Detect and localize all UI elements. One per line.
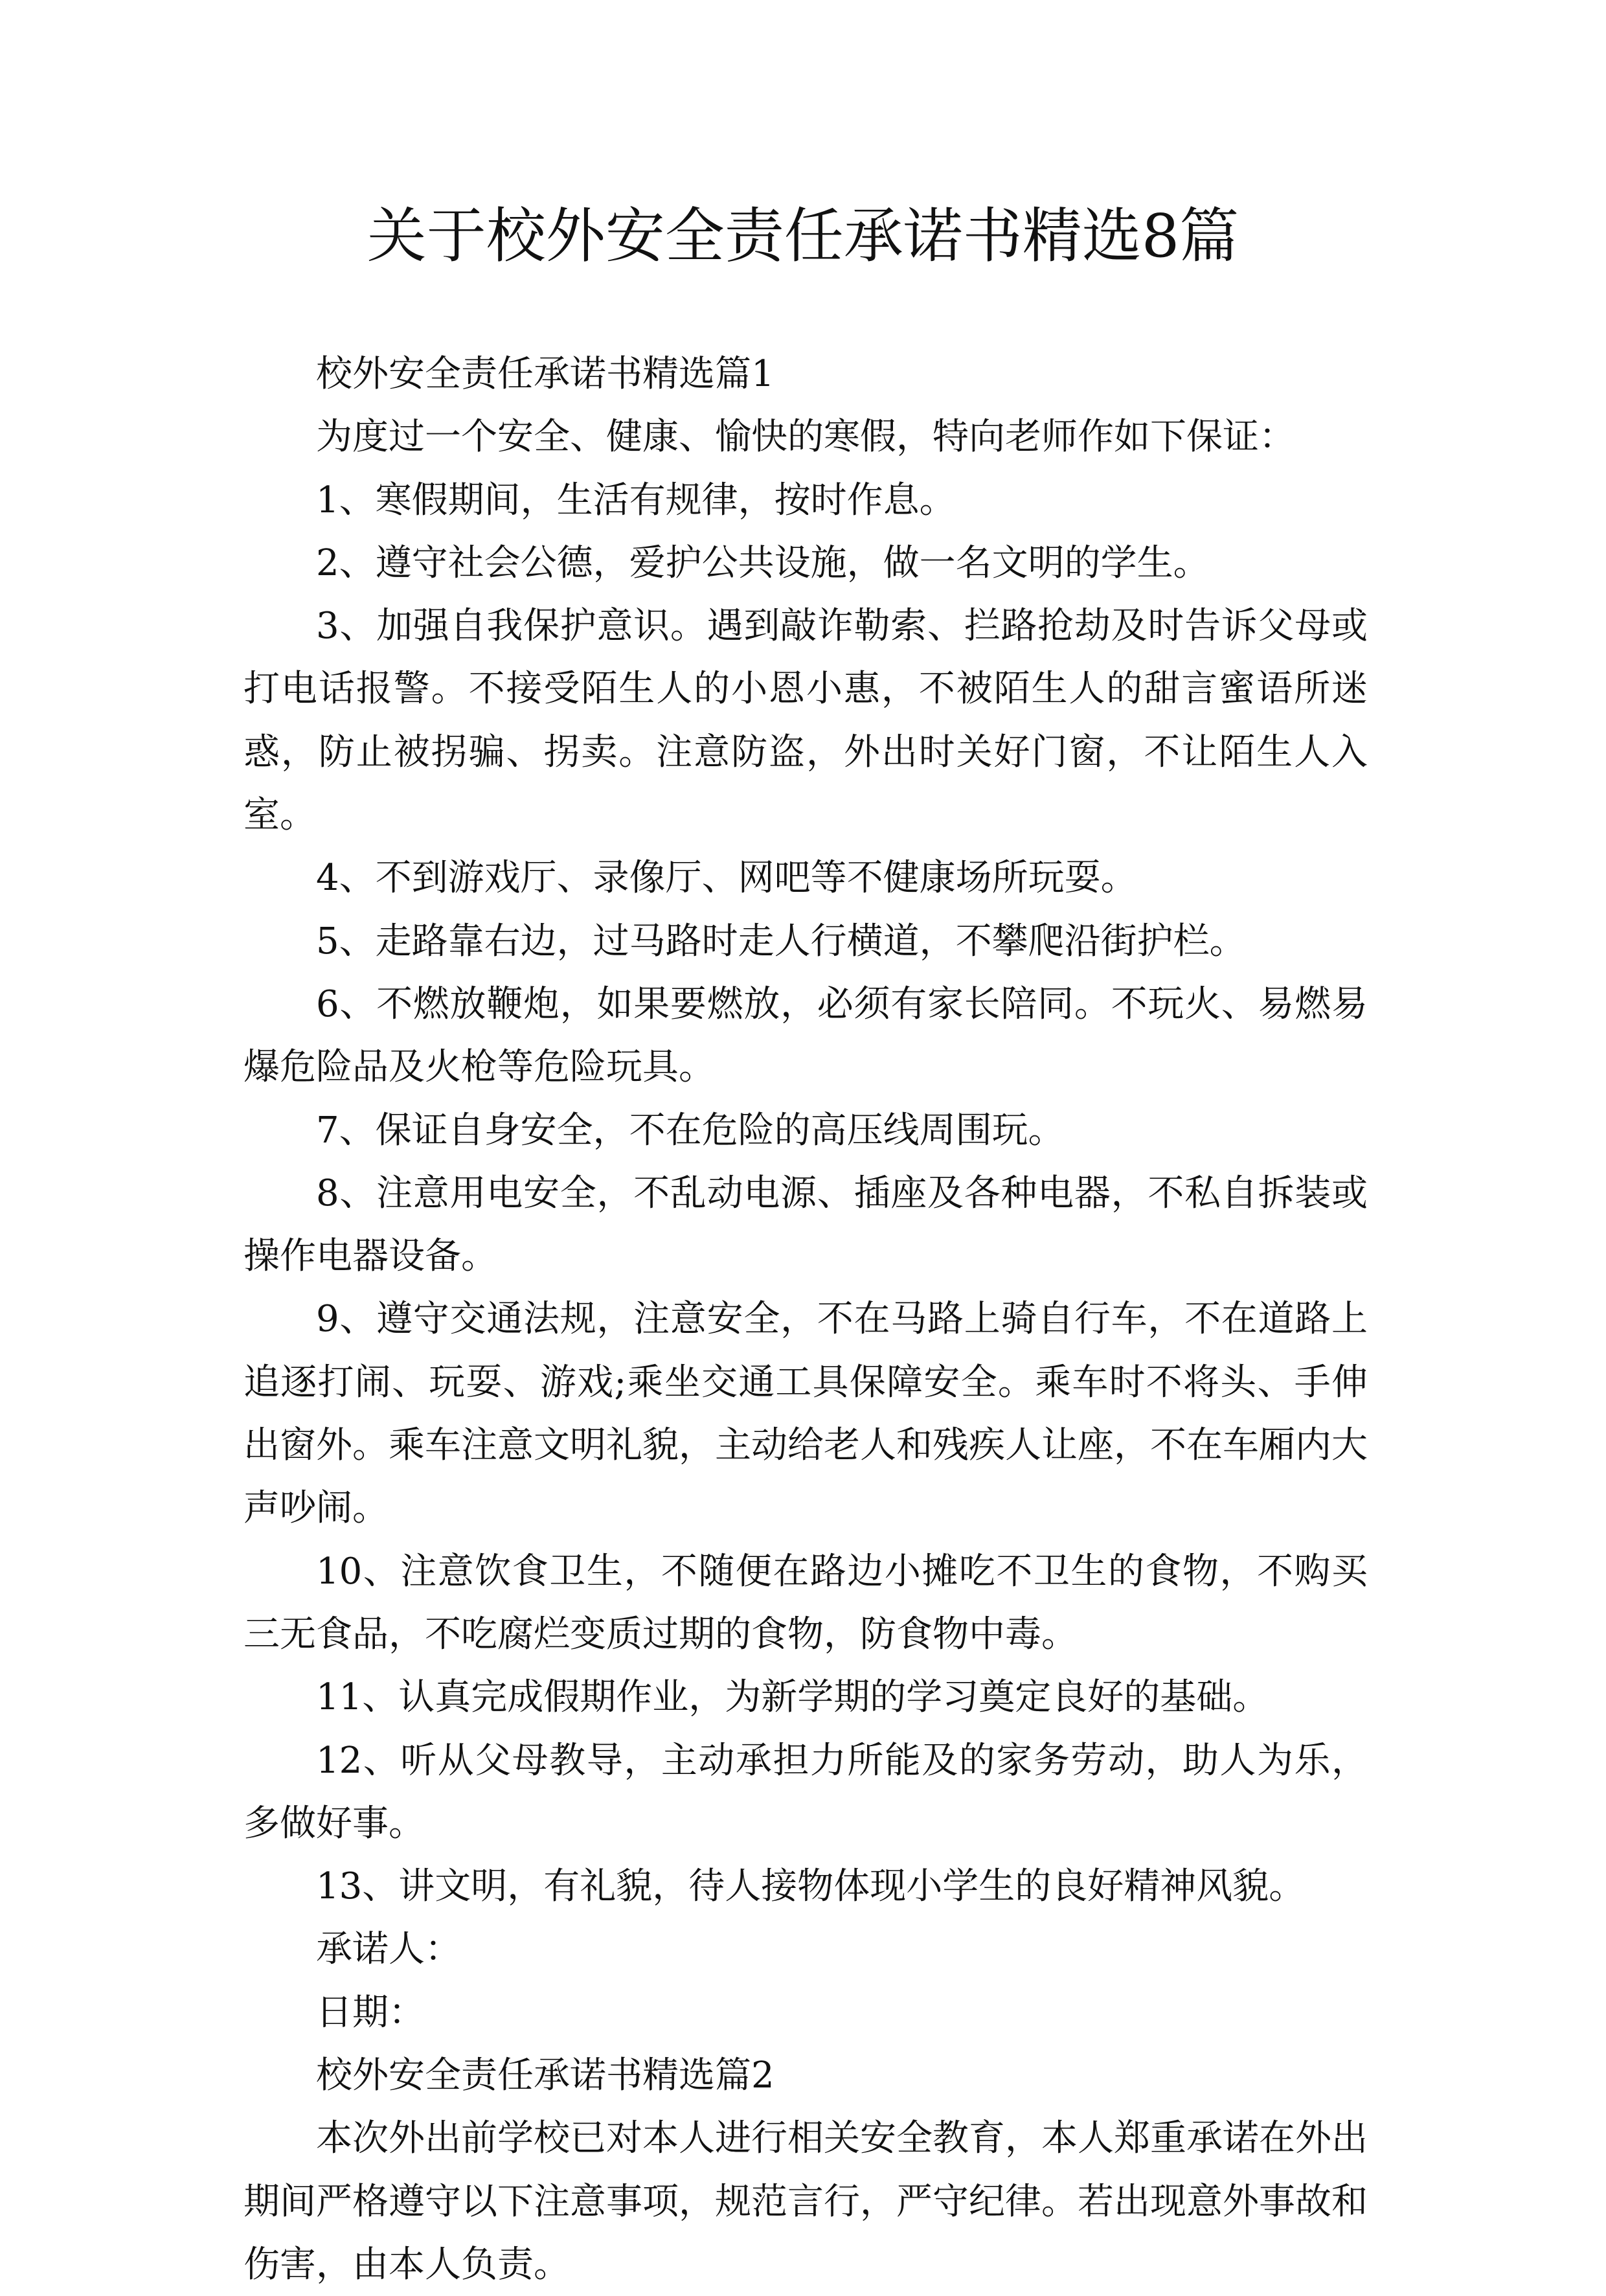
paragraph: 7、保证自身安全，不在危险的高压线周围玩。 [316,1109,1065,1152]
paragraph: 为度过一个安全、健康、愉快的寒假，特向老师作如下保证： [316,416,1295,459]
date-label: 日期： [316,1991,425,2034]
document-body [243,343,1368,2296]
paragraph: 11、认真完成假期作业，为新学期的学习奠定良好的基础。 [316,1676,1269,1719]
section-heading: 校外安全责任承诺书精选篇2 [316,2054,775,2097]
paragraph: 本次外出前学校已对本人进行相关安全教育，本人郑重承诺在外出期间严格遵守以下注意事项，规范言行，严守纪律。若出现意外事故和伤害，由本人负责。 [243,2117,1368,2286]
paragraph: 5、走路靠右边，过马路时走人行横道，不攀爬沿街护栏。 [316,920,1246,962]
paragraph: 8、注意用电安全，不乱动电源、插座及各种电器，不私自拆装或操作电器设备。 [243,1172,1368,1278]
paragraph: 1、寒假期间，生活有规律，按时作息。 [316,479,956,521]
paragraph: 13、讲文明，有礼貌，待人接物体现小学生的良好精神风貌。 [316,1865,1306,1908]
paragraph: 3、加强自我保护意识。遇到敲诈勒索、拦路抢劫及时告诉父母或打电话报警。不接受陌生人的小恩小惠，不被陌生人的甜言蜜语所迷惑，防止被拐骗、拐卖。注意防盗，外出时关好门窗，不让陌生人入室。 [243,605,1368,837]
document-title: 关于校外安全责任承诺书精选8篇 [367,201,1239,271]
signer-label: 承诺人： [316,1928,461,1971]
paragraph: 4、不到游戏厅、录像厅、网吧等不健康场所玩耍。 [316,857,1137,900]
section-heading: 校外安全责任承诺书精选篇1 [316,353,775,395]
paragraph: 2、遵守社会公德，爱护公共设施，做一名文明的学生。 [316,541,1210,584]
paragraph: 6、不燃放鞭炮，如果要燃放，必须有家长陪同。不玩火、易燃易爆危险品及火枪等危险玩具。 [243,983,1368,1089]
paragraph: 9、遵守交通法规，注意安全，不在马路上骑自行车，不在道路上追逐打闹、玩耍、游戏;乘坐交通工具保障安全。乘车时不将头、手伸出窗外。乘车注意文明礼貌，主动给老人和残疾人让座，不在车厢内大声吵闹。 [243,1298,1368,1530]
paragraph: 10、注意饮食卫生，不随便在路边小摊吃不卫生的食物，不购买三无食品，不吃腐烂变质过期的食物，防食物中毒。 [243,1550,1368,1655]
paragraph: 12、听从父母教导，主动承担力所能及的家务劳动，助人为乐，多做好事。 [243,1739,1368,1845]
